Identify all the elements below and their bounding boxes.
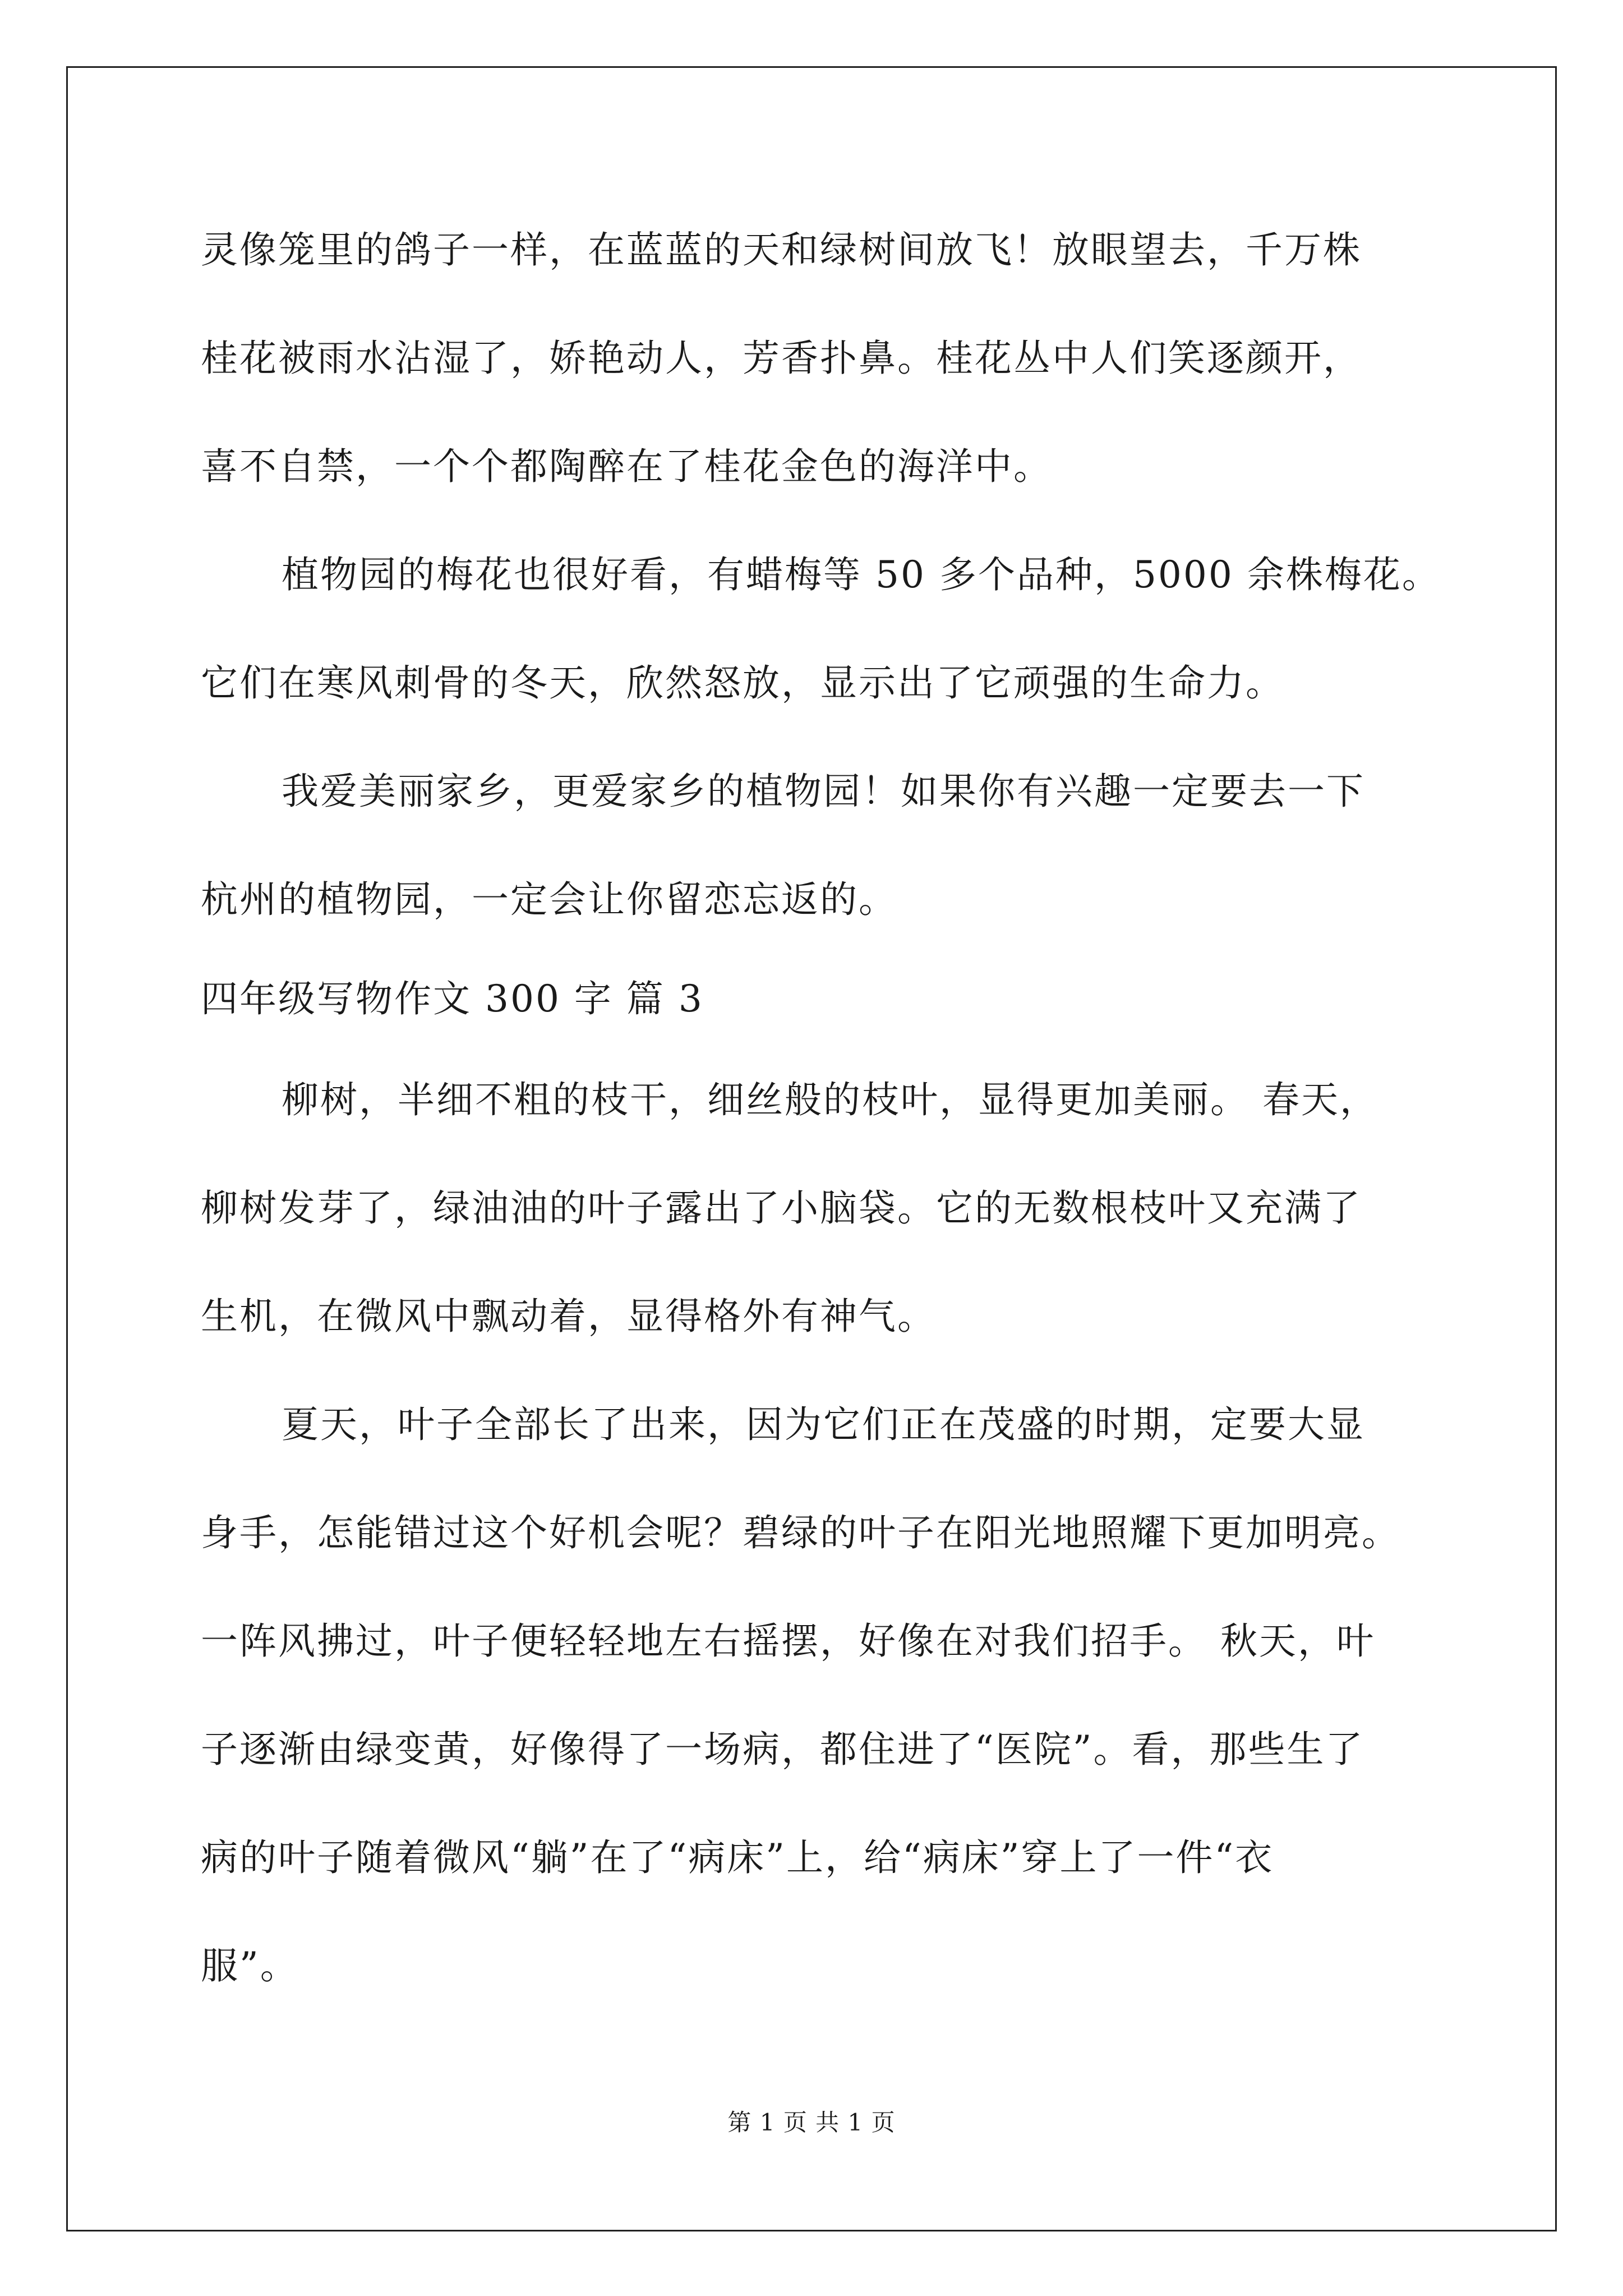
text-line: 它们在寒风刺骨的冬天，欣然怒放，显示出了它顽强的生命力。 — [201, 661, 1284, 705]
text-line: 服”。 — [201, 1944, 299, 1987]
text-line: 柳树发芽了，绿油油的叶子露出了小脑袋。它的无数根枝叶又充满了 — [201, 1186, 1362, 1230]
text-line: 病的叶子随着微风“躺”在了“病床”上，给“病床”穿上了一件“衣 — [201, 1836, 1274, 1879]
text-line: 夏天，叶子全部长了出来，因为它们正在茂盛的时期，定要大显 — [282, 1403, 1365, 1446]
text-line: 喜不自禁，一个个都陶醉在了桂花金色的海洋中。 — [201, 445, 1052, 488]
text-line: 身手，怎能错过这个好机会呢？碧绿的叶子在阳光地照耀下更加明亮。 — [201, 1511, 1400, 1554]
text-line: 柳树，半细不粗的枝干，细丝般的枝叶，显得更加美丽。 春天， — [282, 1078, 1378, 1121]
text-line: 植物园的梅花也很好看，有蜡梅等 50 多个品种，5000 余株梅花。 — [282, 553, 1441, 596]
text-line: 灵像笼里的鸽子一样，在蓝蓝的天和绿树间放飞！放眼望去，千万株 — [201, 228, 1362, 272]
text-line: 桂花被雨水沾湿了，娇艳动人，芳香扑鼻。桂花丛中人们笑逐颜开， — [201, 337, 1362, 380]
text-line: 生机，在微风中飘动着，显得格外有神气。 — [201, 1295, 936, 1338]
text-line: 我爱美丽家乡，更爱家乡的植物园！如果你有兴趣一定要去一下 — [282, 770, 1365, 813]
page-number-footer: 第 1 页 共 1 页 — [727, 2109, 896, 2136]
text-line: 子逐渐由绿变黄，好像得了一场病，都住进了“医院”。看，那些生了 — [201, 1728, 1364, 1771]
text-line: 杭州的植物园，一定会让你留恋忘返的。 — [201, 878, 897, 921]
page-border — [66, 66, 1557, 2231]
section-heading: 四年级写物作文 300 字 篇 3 — [201, 977, 704, 1020]
text-line: 一阵风拂过，叶子便轻轻地左右摇摆，好像在对我们招手。 秋天，叶 — [201, 1619, 1375, 1663]
